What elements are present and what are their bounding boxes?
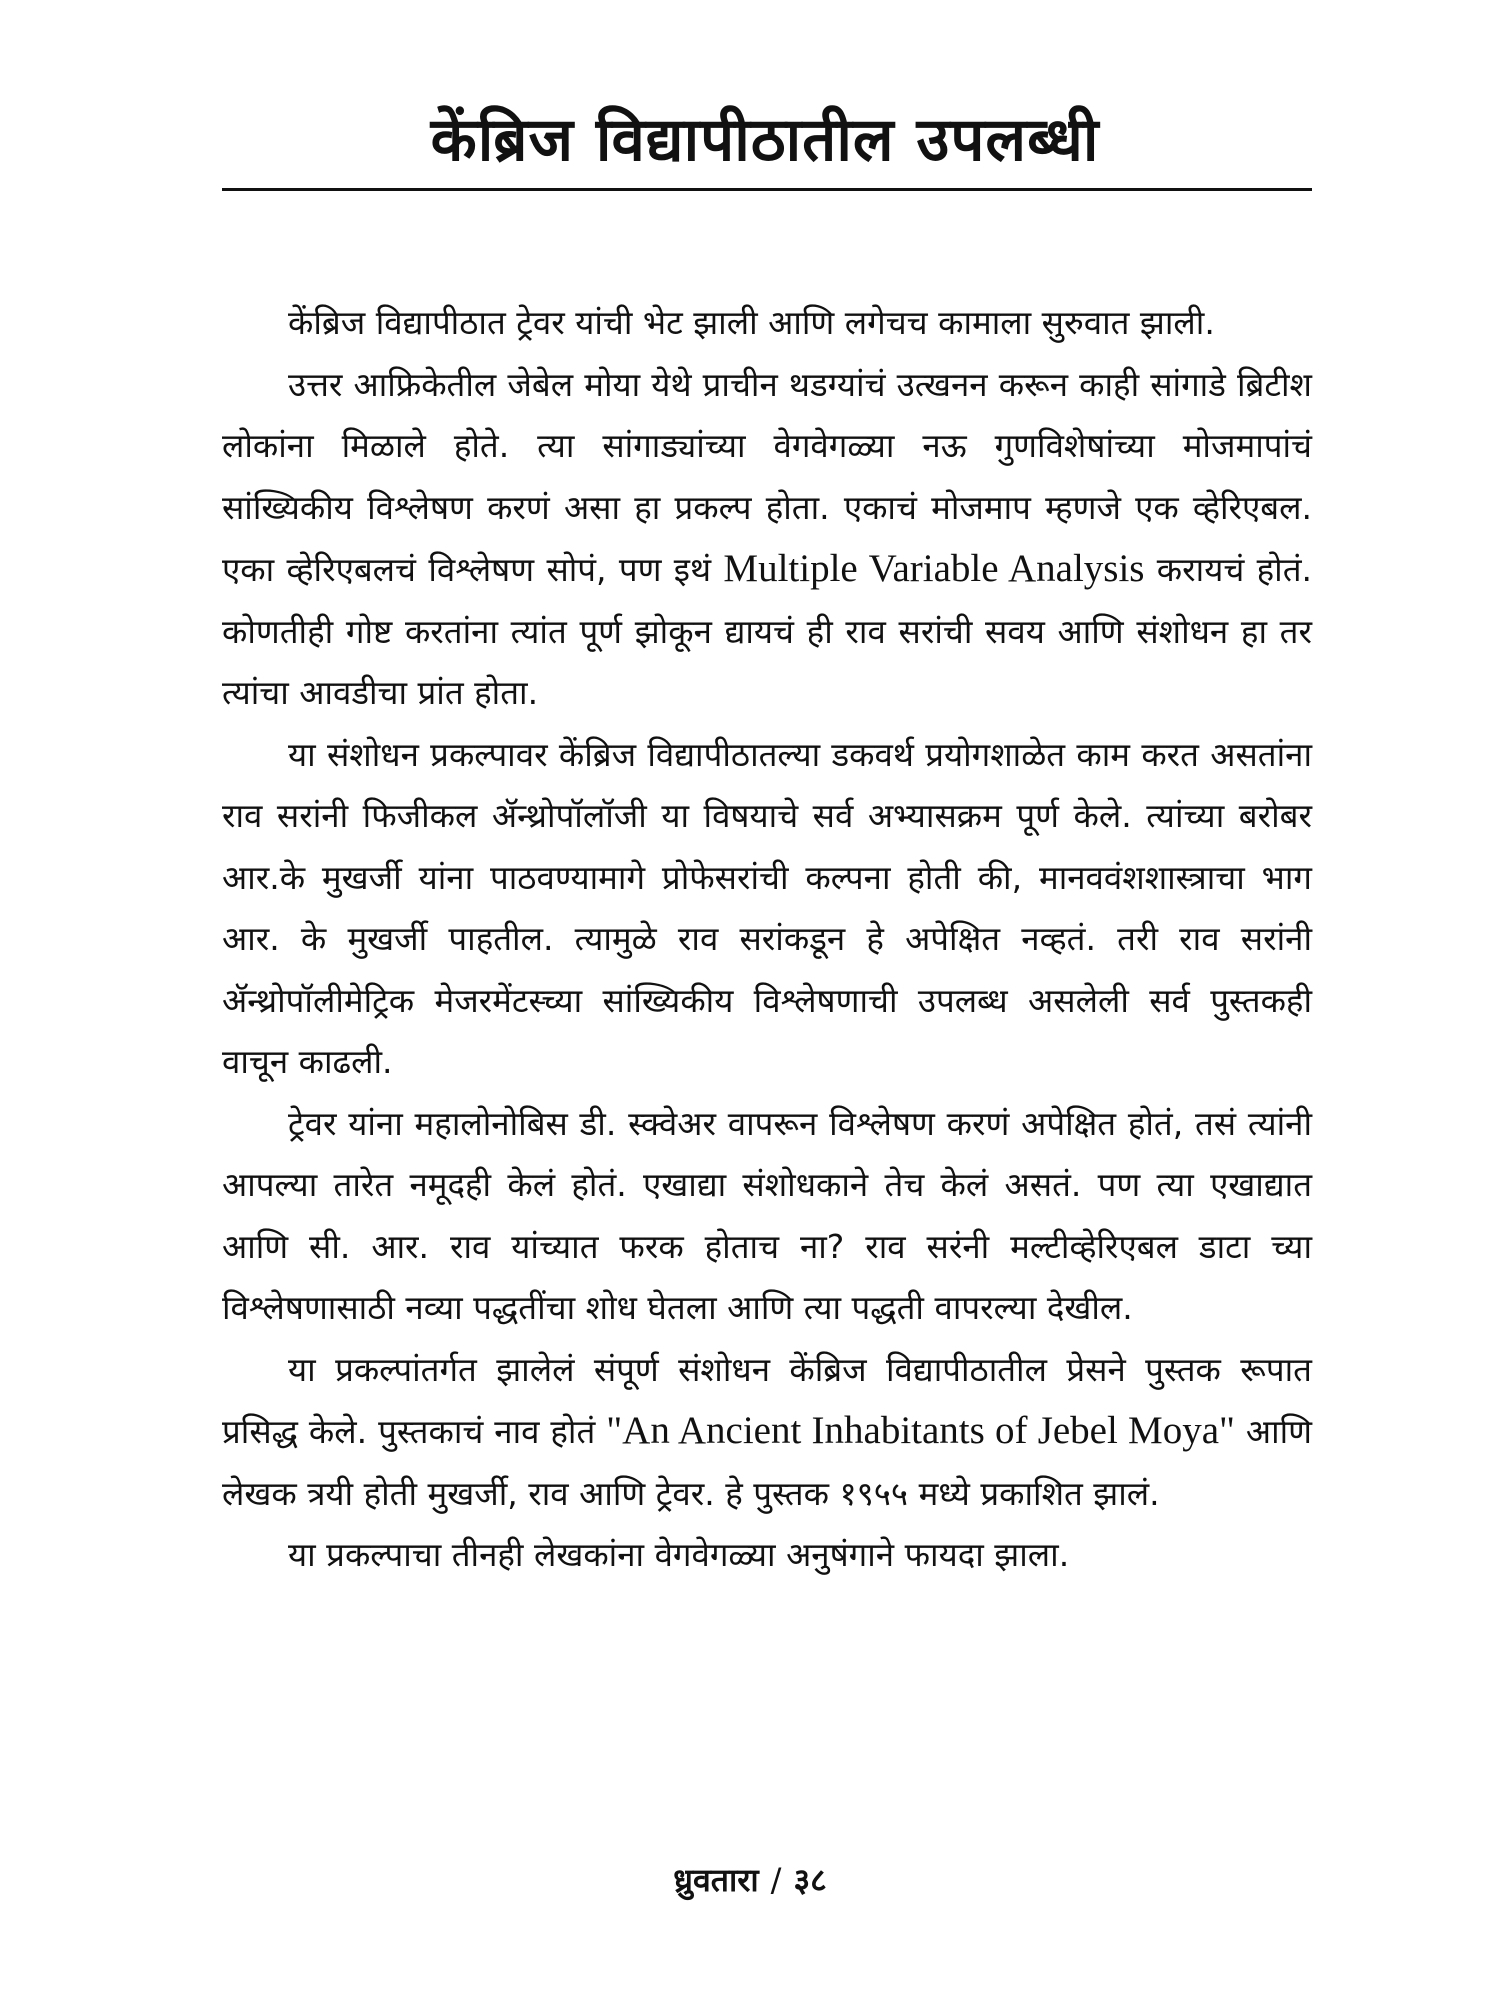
paragraph-5-text-c: आणि लेखक त्रयी होती मुखर्जी, राव आणि ट्रेवर. हे पुस्तक १९५५ मध्ये प्रकाशित झालं. xyxy=(222,1412,1313,1513)
chapter-title: केंब्रिज विद्यापीठातील उपलब्धी xyxy=(430,105,1100,175)
paragraph-3 xyxy=(222,724,1312,1093)
paragraph-5-text-a: या प्रकल्पांतर्गत झालेलं संपूर्ण संशोधन केंब्रिज विद्यापीठातील प्रेसने पुस्तक रूपात प्रसिद्ध केले. पुस्तकाचं नाव होतं xyxy=(222,1349,1312,1451)
chapter-body xyxy=(222,292,1312,1586)
paragraph-2-english-phrase: Multiple Variable Analysis xyxy=(723,547,1145,590)
paragraph-2 xyxy=(222,354,1312,724)
paragraph-6-text: या प्रकल्पाचा तीनही लेखकांना वेगवेगळ्या अनुषंगाने फायदा झाला. xyxy=(288,1535,1070,1574)
title-underline xyxy=(222,188,1312,191)
page-footer xyxy=(0,1858,1500,1902)
paragraph-6 xyxy=(222,1524,1312,1586)
paragraph-3-text: या संशोधन प्रकल्पावर केंब्रिज विद्यापीठातल्या डकवर्थ प्रयोगशाळेत काम करत असतांना राव सरांनी फिजीकल ॲन्थ्रोपॉलॉजी या विषयाचे सर्व अभ्यासक्रम पूर्ण केले. त्यांच्या बरोबर आर.के मुखर्जी यांना पाठवण्यामागे प्रोफेसरांची कल्पना होती की, मानववंशशास्त्राचा भाग आर. के मुखर्जी पाहतील. त्यामुळे राव सरांकडून हे अपेक्षित नव्हतं. तरी राव सरांनी ॲन्थ्रोपॉलीमेट्रिक मेजरमेंटस्च्या सांख्यिकीय विश्लेषणाची उपलब्ध असलेली सर्व पुस्तकही वाचून काढली. xyxy=(222,734,1312,1081)
paragraph-1-text: केंब्रिज विद्यापीठात ट्रेवर यांची भेट झाली आणि लगेचच कामाला सुरुवात झाली. xyxy=(288,303,1215,342)
paragraph-4-text: ट्रेवर यांना महालोनोबिस डी. स्क्वेअर वापरून विश्लेषण करणं अपेक्षित होतं, तसं त्यांनी आपल्या तारेत नमूदही केलं होतं. एखाद्या संशोधकाने तेच केलं असतं. पण त्या एखाद्यात आणि सी. आर. राव यांच्यात फरक होताच ना? राव सरंनी मल्टीव्हेरिएबल डाटा च्या विश्लेषणासाठी नव्या पद्धतींचा शोध घेतला आणि त्या पद्धती वापरल्या देखील. xyxy=(222,1103,1312,1327)
page-number: ३८ xyxy=(793,1861,827,1899)
paragraph-5-book-title: "An Ancient Inhabitants of Jebel Moya" xyxy=(606,1409,1235,1452)
paragraph-2-text-c: करायचं होतं. कोणतीही गोष्ट करतांना त्यांत पूर्ण झोकून द्यायचं ही राव सरांची सवय आणि संशोधन हा तर त्यांचा आवडीचा प्रांत होता. xyxy=(222,550,1312,712)
paragraph-1 xyxy=(222,292,1312,354)
footer-book-name: ध्रुवतारा xyxy=(673,1861,759,1899)
paragraph-4 xyxy=(222,1093,1312,1339)
footer-separator: / xyxy=(770,1861,782,1899)
paragraph-5 xyxy=(222,1339,1312,1525)
paragraph-2-text-a: उत्तर आफ्रिकेतील जेबेल मोया येथे प्राचीन थडग्यांचं उत्खनन करून काही सांगाडे ब्रिटीश लोकांना मिळाले होते. त्या सांगाड्यांच्या वेगवेगळ्या नऊ गुणविशेषांच्या मोजमापांचं सांख्यिकीय विश्लेषण करणं असा हा प्रकल्प होता. एकाचं मोजमाप म्हणजे एक व्हेरिएबल. एका व्हेरिएबलचं विश्लेषण सोपं, पण इथं xyxy=(222,364,1312,589)
